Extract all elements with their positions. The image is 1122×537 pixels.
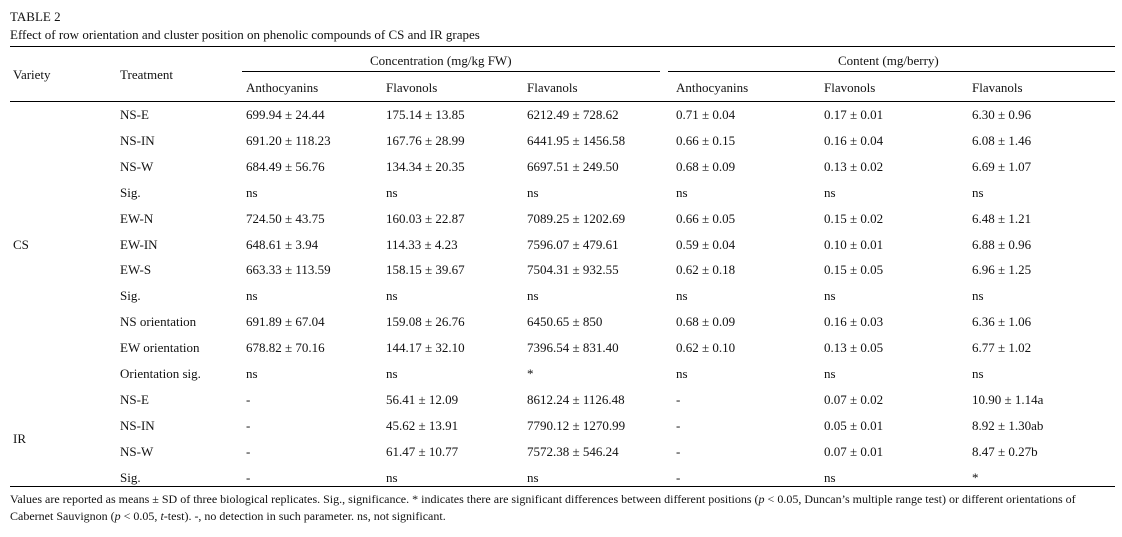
table-cell: ns [824,288,836,304]
table-cell: 61.47 ± 10.77 [386,443,459,459]
variety-label: IR [13,430,26,446]
column-header: Flavonols [386,80,438,95]
table-cell: 0.62 ± 0.10 [676,340,736,356]
table-cell: - [676,443,681,459]
table-cell: 158.15 ± 39.67 [386,262,465,278]
table-cell: 6697.51 ± 249.50 [527,158,619,174]
column-header: Anthocyanins [246,80,319,95]
table-cell: 0.68 ± 0.09 [676,158,736,174]
table-row-treatment: EW-IN [120,236,158,252]
table-cell: 0.16 ± 0.03 [824,314,884,330]
table-cell: 7396.54 ± 831.40 [527,340,619,356]
table-cell: 663.33 ± 113.59 [246,262,331,278]
table-cell: 45.62 ± 13.91 [386,417,459,433]
table-cell: 159.08 ± 26.76 [386,314,465,330]
footnote-text: < 0.05, Duncan’s multiple range test) or different orientations of Cabernet Sauvignon ( [10,492,1076,523]
table-cell: - [246,443,251,459]
table-cell: 7504.31 ± 932.55 [527,262,619,278]
table-cell: ns [246,366,258,381]
table-row-treatment: NS orientation [120,314,197,330]
table-cell: ns [824,184,836,200]
table-cell: 0.59 ± 0.04 [676,236,736,252]
bottom-rule [10,486,1115,487]
concentration-group-header: Concentration (mg/kg FW) [370,53,512,68]
table-cell: 10.90 ± 1.14a [972,391,1044,407]
footnote-t-symbol: t [160,509,164,523]
table-cell: 7596.07 ± 479.61 [527,236,619,252]
table-cell: ns [246,288,258,304]
table-cell: ns [824,366,836,381]
table-cell: 6.96 ± 1.25 [972,262,1032,278]
table-cell: 0.10 ± 0.01 [824,236,884,252]
table-cell: 6450.65 ± 850 [527,314,603,330]
table-cell: 724.50 ± 43.75 [246,210,325,226]
top-rule [10,46,1115,47]
table-cell: - [246,391,251,407]
table-cell: 684.49 ± 56.76 [246,158,325,174]
table-cell: 0.13 ± 0.05 [824,340,884,356]
table-cell: 167.76 ± 28.99 [386,132,465,148]
treatment-header: Treatment [120,67,173,82]
table-cell: 0.68 ± 0.09 [676,314,736,330]
column-header: Flavanols [527,80,578,95]
table-cell: 0.07 ± 0.02 [824,391,884,407]
table-cell: ns [527,469,539,485]
footnote-p-symbol: p [758,492,765,506]
table-cell: 0.13 ± 0.02 [824,158,884,174]
header-bottom-rule [10,101,1115,102]
table-cell: ns [527,288,539,304]
table-cell: 160.03 ± 22.87 [386,210,465,226]
table-row-treatment: NS-E [120,391,149,407]
table-cell: 6.88 ± 0.96 [972,236,1032,252]
table-cell: 114.33 ± 4.23 [386,236,458,252]
table-cell: 0.16 ± 0.04 [824,132,884,148]
table-cell: ns [972,288,984,304]
table-cell: ns [246,184,258,200]
table-cell: 7089.25 ± 1202.69 [527,210,626,226]
table-cell: 8.47 ± 0.27b [972,443,1038,459]
table-cell: 7572.38 ± 546.24 [527,443,619,459]
table-cell: 6.48 ± 1.21 [972,210,1032,226]
table-title: Effect of row orientation and cluster position on phenolic compounds of CS and IR grapes [10,27,480,42]
table-cell: 678.82 ± 70.16 [246,340,325,356]
table-cell: 6.08 ± 1.46 [972,132,1032,148]
table-row-treatment: EW-S [120,262,152,278]
column-header: Flavonols [824,80,876,95]
table-cell: 0.62 ± 0.18 [676,262,736,278]
table-cell: ns [676,288,688,304]
table-cell: 6.77 ± 1.02 [972,340,1032,356]
table-cell: 6.36 ± 1.06 [972,314,1032,330]
table-row-treatment: NS-IN [120,417,155,433]
column-header: Anthocyanins [676,80,749,95]
table-cell: 648.61 ± 3.94 [246,236,319,252]
table-cell: 0.66 ± 0.05 [676,210,736,226]
table-cell: 6.69 ± 1.07 [972,158,1032,174]
table-cell: 144.17 ± 32.10 [386,340,465,356]
table-cell: 691.89 ± 67.04 [246,314,325,330]
table-cell: - [246,417,251,433]
table-cell: ns [824,469,836,485]
table-row-treatment: Sig. [120,184,141,200]
table-cell: 6441.95 ± 1456.58 [527,132,626,148]
table-cell: - [676,391,681,407]
table-cell: 0.15 ± 0.02 [824,210,884,226]
table-cell: 6212.49 ± 728.62 [527,107,619,122]
table-cell: 691.20 ± 118.23 [246,132,331,148]
footnote-text: Values are reported as means ± SD of three biological replicates. Sig., significance. * indicates there are significant differences between different positions ( [10,492,759,506]
table-row-treatment: NS-W [120,443,154,459]
table-label: TABLE 2 [10,9,61,24]
table-cell: ns [386,288,398,304]
table-row-treatment: EW-N [120,210,154,226]
table-cell: * [972,469,979,485]
content-group-header: Content (mg/berry) [838,53,939,68]
table-cell: - [246,469,251,485]
table-cell: 0.71 ± 0.04 [676,107,736,122]
variety-label: CS [13,236,29,252]
table-cell: 7790.12 ± 1270.99 [527,417,626,433]
table-cell: ns [386,366,398,381]
table-cell: ns [386,469,398,485]
variety-header: Variety [13,67,51,82]
column-header: Flavanols [972,80,1023,95]
table-cell: 0.17 ± 0.01 [824,107,884,122]
table-cell: ns [676,366,688,381]
footnote-text: -test). -, no detection in such parameter. ns, not significant. [163,509,446,523]
group-rule-content [668,71,1115,72]
footnote-text: < 0.05, [120,509,161,523]
table-cell: 0.05 ± 0.01 [824,417,884,433]
table-row-treatment: Orientation sig. [120,366,201,381]
table-row-treatment: NS-W [120,158,154,174]
table-row-treatment: NS-E [120,107,149,122]
table-cell: 6.30 ± 0.96 [972,107,1032,122]
table-cell: * [527,366,534,381]
table-cell: - [676,469,681,485]
table-cell: ns [527,184,539,200]
table-cell: 8612.24 ± 1126.48 [527,391,625,407]
table-cell: 8.92 ± 1.30ab [972,417,1044,433]
footnote-p-symbol: p [114,509,121,523]
table-cell: 134.34 ± 20.35 [386,158,465,174]
table-cell: 0.66 ± 0.15 [676,132,736,148]
table-cell: 175.14 ± 13.85 [386,107,465,122]
table-cell: 0.15 ± 0.05 [824,262,884,278]
table-row-treatment: EW orientation [120,340,200,356]
table-cell: 0.07 ± 0.01 [824,443,884,459]
table-row-treatment: NS-IN [120,132,155,148]
table-cell: 56.41 ± 12.09 [386,391,459,407]
table-cell: ns [972,366,984,381]
table-footnote [10,491,1115,525]
table-cell: ns [386,184,398,200]
table-row-treatment: Sig. [120,288,141,304]
table-cell: - [676,417,681,433]
group-rule-concentration [242,71,660,72]
table-cell: ns [972,184,984,200]
table-row-treatment: Sig. [120,469,141,485]
table-cell: ns [676,184,688,200]
table-cell: 699.94 ± 24.44 [246,107,325,122]
